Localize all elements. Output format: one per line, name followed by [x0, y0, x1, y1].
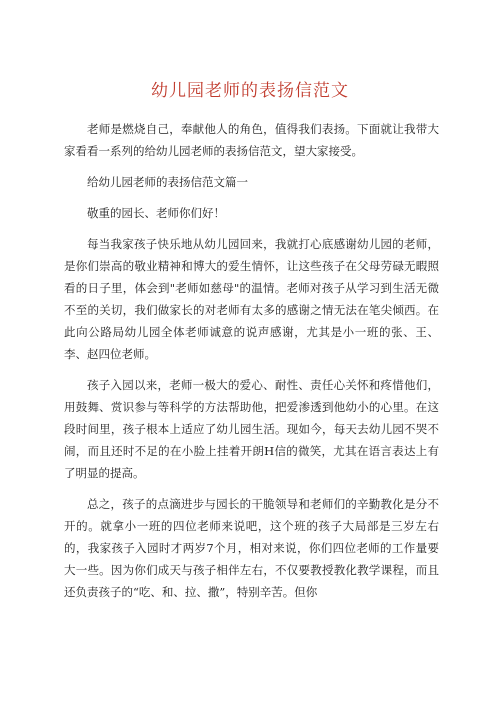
- document-title: 幼儿园老师的表扬信范文: [151, 81, 349, 101]
- body-paragraph: 每当我家孩子快乐地从幼儿园回来，我就打心底感谢幼儿园的老师，是你们崇高的敬业精神和博大的爱生情怀，让这些孩子在父母劳碌无暇照看的日子里，体会到"老师如慈母"的温情。老师对孩子从学习到生活无微不至的关切，我们做家长的对老师有太多的感谢之情无法在笔尖倾西。在此向公路局幼儿园全体老师诚意的说声感谢，尤其是小一班的张、王、李、赵四位老师。: [64, 237, 439, 361]
- body-paragraph: 总之，孩子的点滴进步与园长的干脆领导和老师们的辛勤教化是分不开的。就拿小一班的四位老师来说吧，这个班的孩子大局部是三岁左右的，我家孩子入园时才两岁7个月，相对来说，你们四位老师的工作量要大一些。因为你们成天与孩子相伴左右，不仅要教授教化教学课程，而且还负责孩子的“吃、和、拉、撒”，特别辛苦。但你: [64, 497, 439, 599]
- document-body: [64, 118, 439, 612]
- section-heading: 给幼儿园老师的表扬信范文篇一: [87, 175, 248, 189]
- intro-paragraph: 老师是燃烧自己，奉献他人的角色，值得我们表扬。下面就让我带大家看看一系列的给幼儿园老师的表扬信范文，望大家接受。: [64, 122, 439, 158]
- salutation: 敬重的园长、老师你们好！: [87, 206, 225, 220]
- body-paragraph: 孩子入园以来，老师一极大的爱心、耐性、责任心关怀和疼惜他们，用鼓舞、赏识参与等科学的方法帮助他，把爱渗透到他幼小的心里。在这段时间里，孩子根本上适应了幼儿园生活。现如今，每天去幼儿园不哭不闹，而且还时不足的在小脸上挂着开朗H信的微笑，尤其在语言表达上有了明显的提高。: [64, 378, 439, 480]
